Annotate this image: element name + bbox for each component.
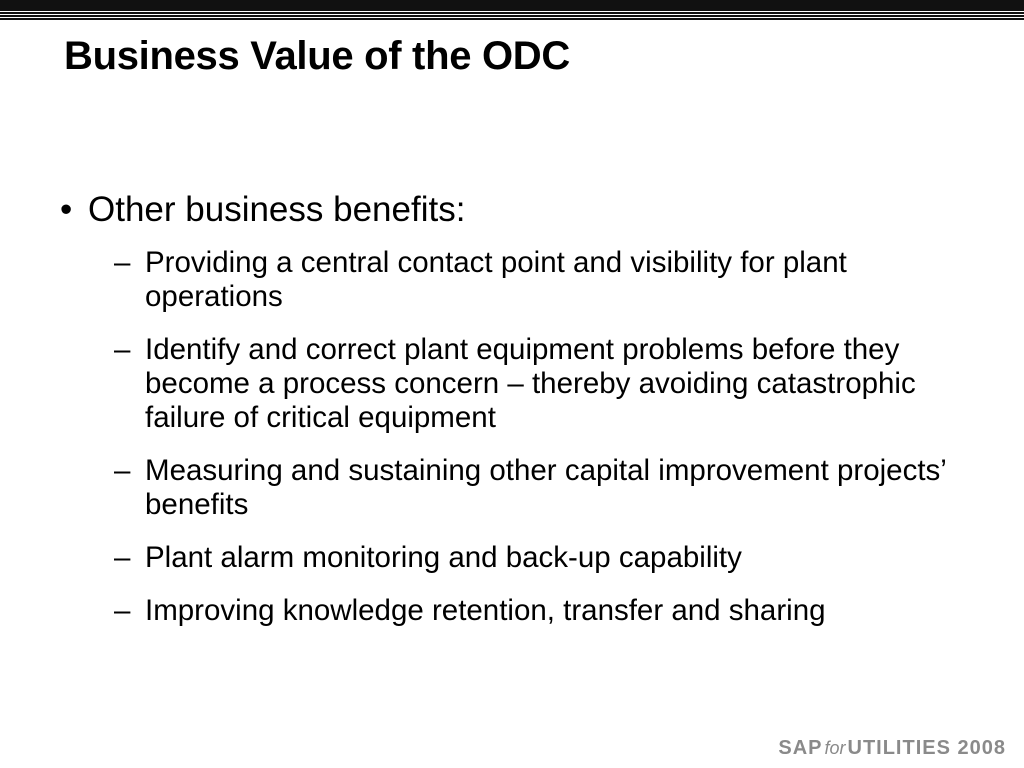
logo-brand: SAP: [778, 737, 823, 759]
sub-bullet-item: [114, 594, 970, 628]
sub-bullet-text: Measuring and sustaining other capital improvement projects’ benefits: [145, 454, 946, 521]
logo-product: UTILITIES 2008: [847, 737, 1006, 759]
sub-bullet-text: Identify and correct plant equipment problems before they become a process concern – thereby avoiding catastrophic failure of critical equipment: [145, 333, 916, 434]
slide-title: Business Value of the ODC: [64, 34, 570, 78]
dash-marker: –: [114, 541, 131, 574]
dash-marker: –: [114, 246, 131, 279]
sub-bullet-item: [114, 333, 970, 435]
bullet-marker: •: [60, 190, 73, 229]
sub-bullet-item: [114, 541, 970, 575]
top-stripe-band: [0, 0, 1024, 20]
sub-bullet-text: Plant alarm monitoring and back-up capability: [145, 541, 742, 574]
main-bullet: [60, 188, 970, 232]
sap-for-utilities-logo: [778, 737, 1006, 760]
logo-for: for: [824, 738, 846, 758]
dash-marker: –: [114, 333, 131, 366]
sub-bullet-text: Improving knowledge retention, transfer and sharing: [145, 594, 826, 627]
main-bullet-text: Other business benefits:: [88, 190, 466, 229]
sub-bullet-text: Providing a central contact point and visibility for plant operations: [145, 246, 847, 313]
dash-marker: –: [114, 594, 131, 627]
sub-bullet-list: [114, 246, 970, 628]
sub-bullet-item: [114, 454, 970, 522]
top-solid-bar: [0, 0, 1024, 9]
slide-content: [60, 188, 970, 647]
sub-bullet-item: [114, 246, 970, 314]
dash-marker: –: [114, 454, 131, 487]
